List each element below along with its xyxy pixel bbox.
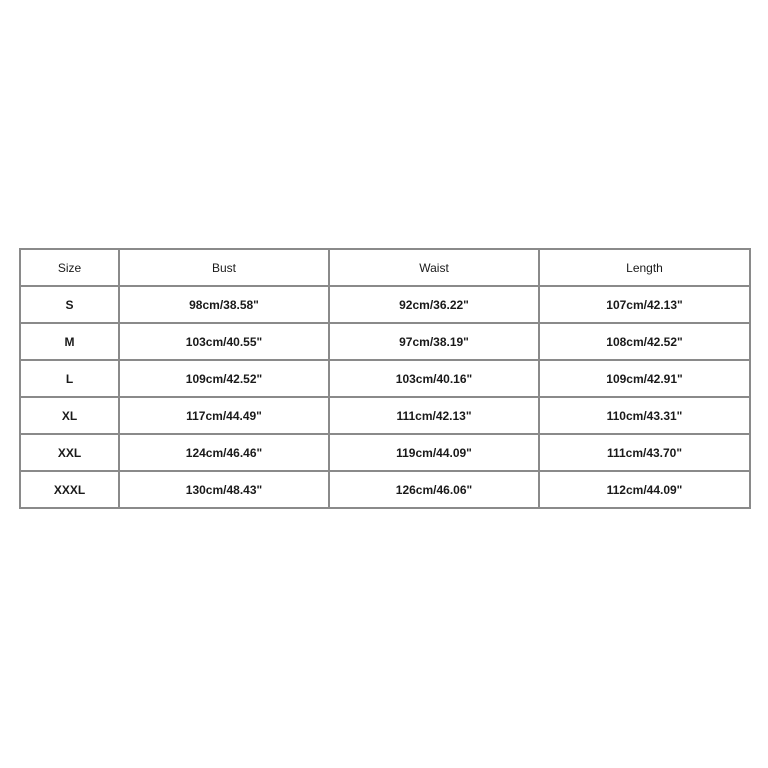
table-header-row bbox=[20, 249, 750, 286]
size-cell: XXL bbox=[20, 434, 119, 471]
table-row bbox=[20, 471, 750, 508]
bust-cell: 124cm/46.46" bbox=[119, 434, 329, 471]
size-chart-table bbox=[19, 248, 751, 509]
waist-cell: 119cm/44.09" bbox=[329, 434, 539, 471]
header-bust: Bust bbox=[119, 249, 329, 286]
size-cell: M bbox=[20, 323, 119, 360]
length-cell: 112cm/44.09" bbox=[539, 471, 750, 508]
bust-cell: 117cm/44.49" bbox=[119, 397, 329, 434]
length-cell: 110cm/43.31" bbox=[539, 397, 750, 434]
waist-cell: 126cm/46.06" bbox=[329, 471, 539, 508]
header-length: Length bbox=[539, 249, 750, 286]
bust-cell: 109cm/42.52" bbox=[119, 360, 329, 397]
length-cell: 111cm/43.70" bbox=[539, 434, 750, 471]
table-row bbox=[20, 323, 750, 360]
size-cell: XL bbox=[20, 397, 119, 434]
header-size: Size bbox=[20, 249, 119, 286]
length-cell: 108cm/42.52" bbox=[539, 323, 750, 360]
table-row bbox=[20, 397, 750, 434]
bust-cell: 130cm/48.43" bbox=[119, 471, 329, 508]
size-cell: S bbox=[20, 286, 119, 323]
size-cell: L bbox=[20, 360, 119, 397]
bust-cell: 98cm/38.58" bbox=[119, 286, 329, 323]
table-row bbox=[20, 286, 750, 323]
bust-cell: 103cm/40.55" bbox=[119, 323, 329, 360]
waist-cell: 111cm/42.13" bbox=[329, 397, 539, 434]
length-cell: 109cm/42.91" bbox=[539, 360, 750, 397]
table-row bbox=[20, 434, 750, 471]
size-cell: XXXL bbox=[20, 471, 119, 508]
waist-cell: 97cm/38.19" bbox=[329, 323, 539, 360]
length-cell: 107cm/42.13" bbox=[539, 286, 750, 323]
waist-cell: 103cm/40.16" bbox=[329, 360, 539, 397]
table-row bbox=[20, 360, 750, 397]
waist-cell: 92cm/36.22" bbox=[329, 286, 539, 323]
header-waist: Waist bbox=[329, 249, 539, 286]
